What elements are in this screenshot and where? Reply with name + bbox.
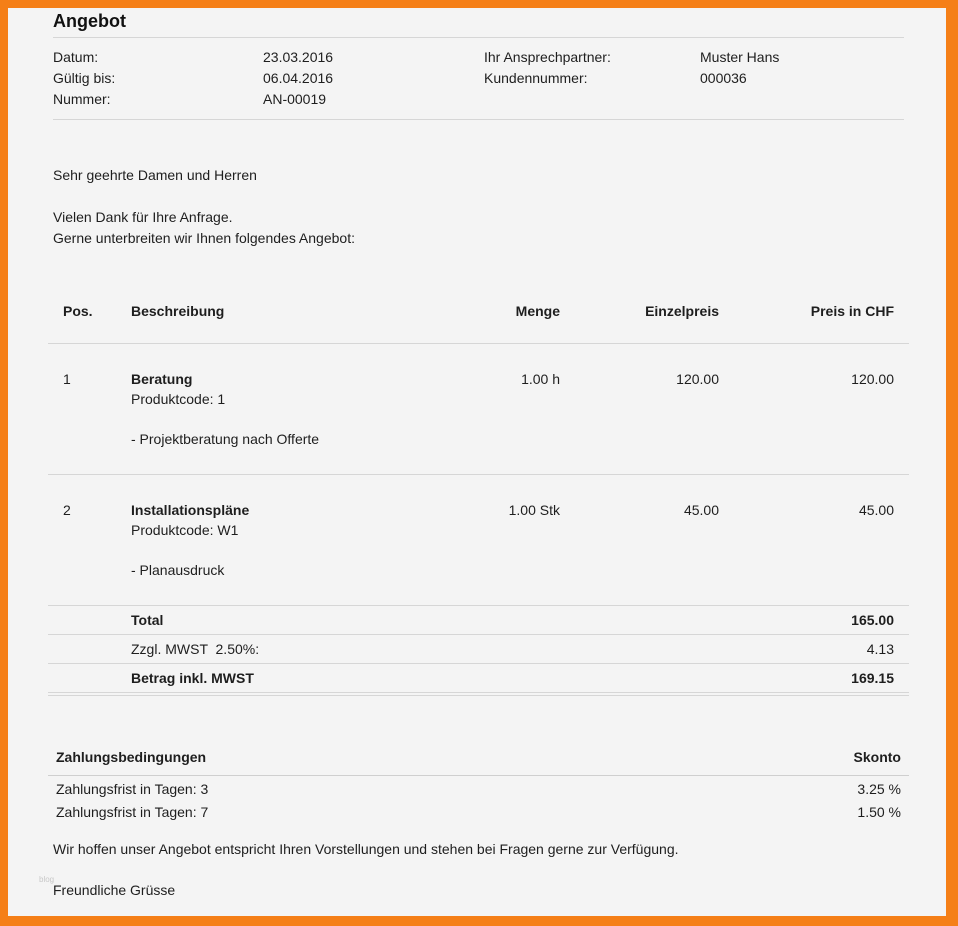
divider: [48, 775, 909, 776]
payment-term: Zahlungsfrist in Tagen: 3: [56, 781, 209, 797]
item-quantity: 1.00 h: [521, 371, 560, 387]
item-note: - Projektberatung nach Offerte: [131, 431, 320, 447]
vat-value: 4.13: [866, 641, 894, 657]
meta-value-date: 23.03.2016: [263, 49, 334, 65]
item-product-code: Produktcode: W1: [131, 522, 239, 538]
item-name: Installationspläne: [131, 502, 250, 518]
total-value: 165.00: [851, 612, 894, 628]
item-name: Beratung: [131, 371, 193, 387]
item-unit-price: 45.00: [683, 502, 719, 518]
meta-label-contact: Ihr Ansprechpartner:: [484, 49, 611, 65]
meta-label-customer-number: Kundennummer:: [484, 70, 588, 86]
item-position: 1: [63, 371, 71, 387]
column-header-pos: Pos.: [63, 303, 93, 319]
item-unit-price: 120.00: [676, 371, 719, 387]
payment-term: Zahlungsfrist in Tagen: 7: [56, 804, 209, 820]
closing-text: Wir hoffen unser Angebot entspricht Ihren Vorstellungen und stehen bei Fragen gerne zur Verfügung.: [53, 841, 679, 857]
item-product-code: Produktcode: 1: [131, 391, 226, 407]
signoff: Freundliche Grüsse: [53, 882, 176, 898]
column-header-price: Preis in CHF: [810, 303, 894, 319]
divider: [48, 692, 909, 693]
divider: [53, 37, 904, 38]
divider: [53, 119, 904, 120]
divider: [48, 474, 909, 475]
item-position: 2: [63, 502, 71, 518]
column-header-unit-price: Einzelpreis: [645, 303, 719, 319]
meta-value-valid-until: 06.04.2016: [263, 70, 334, 86]
meta-value-customer-number: 000036: [700, 70, 747, 86]
document-page: [8, 8, 946, 916]
gross-total-value: 169.15: [851, 670, 894, 686]
total-label: Total: [131, 612, 164, 628]
meta-label-number: Nummer:: [53, 91, 111, 107]
item-price: 45.00: [858, 502, 894, 518]
greeting: Sehr geehrte Damen und Herren: [53, 167, 257, 183]
divider: [48, 343, 909, 344]
item-note: - Planausdruck: [131, 562, 225, 578]
divider: [48, 695, 909, 696]
divider: [48, 634, 909, 635]
watermark: blog: [39, 875, 55, 884]
discount-header: Skonto: [853, 749, 901, 765]
item-quantity: 1.00 Stk: [508, 502, 560, 518]
intro-line: Gerne unterbreiten wir Ihnen folgendes Angebot:: [53, 230, 355, 246]
intro-line: Vielen Dank für Ihre Anfrage.: [53, 209, 233, 225]
vat-label: Zzgl. MWST 2.50%:: [131, 641, 260, 657]
payment-term-discount: 3.25 %: [857, 781, 901, 797]
gross-total-label: Betrag inkl. MWST: [131, 670, 254, 686]
payment-terms-header: Zahlungsbedingungen: [56, 749, 207, 765]
item-price: 120.00: [851, 371, 894, 387]
meta-label-valid-until: Gültig bis:: [53, 70, 116, 86]
meta-label-date: Datum:: [53, 49, 99, 65]
meta-value-contact: Muster Hans: [700, 49, 780, 65]
payment-term-discount: 1.50 %: [857, 804, 901, 820]
divider: [48, 605, 909, 606]
meta-value-number: AN-00019: [263, 91, 327, 107]
document-title: Angebot: [53, 11, 126, 31]
divider: [48, 663, 909, 664]
column-header-quantity: Menge: [515, 303, 560, 319]
column-header-description: Beschreibung: [131, 303, 225, 319]
